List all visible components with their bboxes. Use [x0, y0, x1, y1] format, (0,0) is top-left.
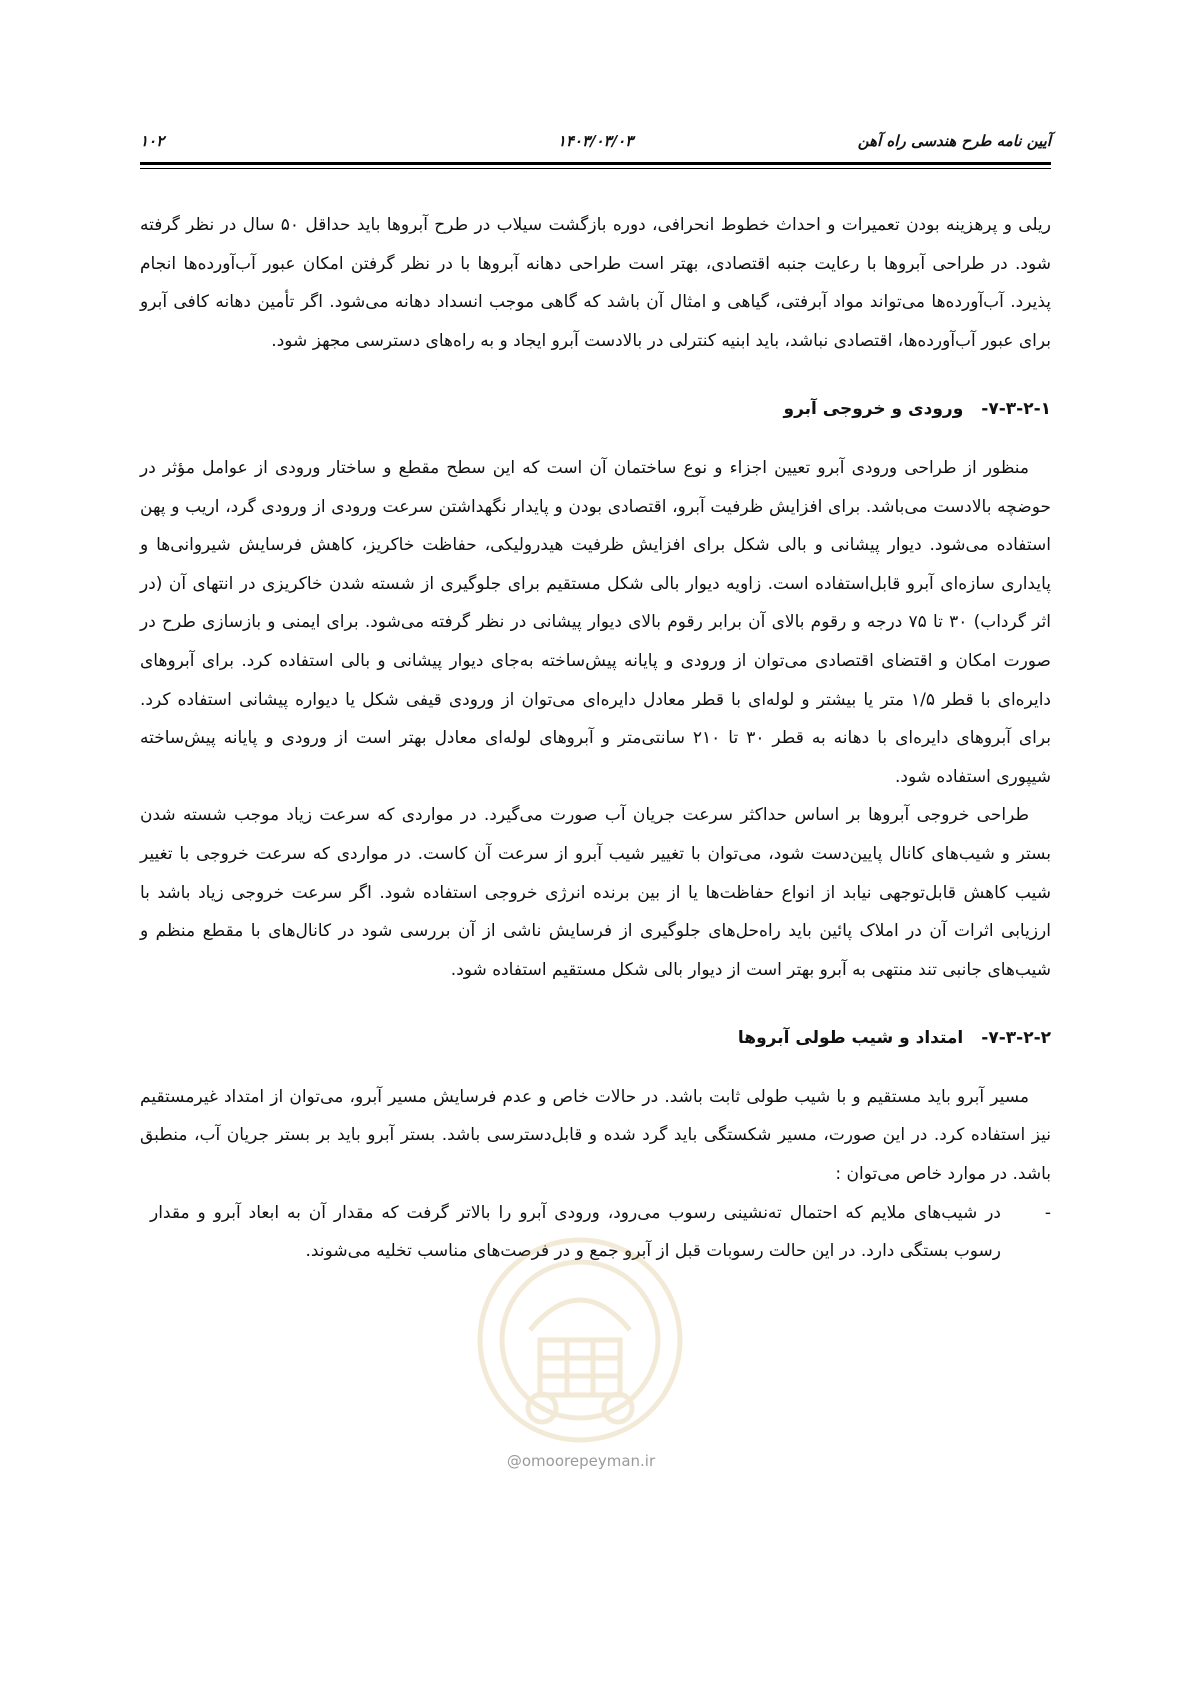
header-rule-thick: [140, 162, 1051, 165]
page-body: [140, 206, 1051, 1271]
section-heading-alignment-slope: [140, 1019, 1051, 1058]
section-heading-inlet-outlet: [140, 390, 1051, 429]
watermark-logo-icon: [470, 1230, 690, 1450]
page-number: ۱۰۲: [140, 132, 165, 150]
watermark-url: @omoorepeyman.ir: [506, 1452, 656, 1470]
header-rule-thin: [140, 168, 1051, 169]
body-paragraph: طراحی خروجی آبروها بر اساس حداکثر سرعت جریان آب صورت می‌گیرد. در مواردی که سرعت زیاد موجب شسته شدن بستر و شیب‌های کانال پایین‌دست شود، می‌توان با تغییر شیب آبرو از سرعت آن کاست. در مواردی که سرعت خروجی با تغییر شیب کاهش قابل‌توجهی نیابد از انواع حفاظت‌ها یا از بین برنده انرژی خروجی استفاده شود. اگر سرعت خروجی زیاد باشد با ارزیابی اثرات آن در املاک پائین باید راه‌حل‌های جلوگیری از فرسایش ناشی از آن بررسی شود در کانال‌های با مقطع منظم و شیب‌های جانبی تند منتهی به آبرو بهتر است از دیوار بالی شکل مستقیم استفاده شود.: [140, 805, 1051, 980]
section-title: امتداد و شیب طولی آبروها: [737, 1028, 964, 1049]
page-header: [140, 126, 1051, 154]
header-date: ۱۴۰۳/۰۳/۰۳: [557, 132, 634, 150]
section-number: ۷-۳-۲-۲-: [981, 1028, 1051, 1049]
document-title: آیین نامه طرح هندسی راه آهن: [857, 132, 1051, 150]
bullet-dash: -: [1044, 1202, 1051, 1223]
body-paragraph: منظور از طراحی ورودی آبرو تعیین اجزاء و نوع ساختمان آن است که این سطح مقطع و ساختار ورودی از عوامل مؤثر در حوضچه بالادست می‌باشد. برای افزایش ظرفیت آبرو، اقتصادی بودن و پایدار نگهداشتن سرعت ورودی از ورودی گرد، اریب و پهن استفاده می‌شود. دیوار پیشانی و بالی شکل برای افزایش ظرفیت هیدرولیکی، حفاظت خاکریز، کاهش فرسایش شیروانی‌ها و پایداری سازه‌ای آبرو قابل‌استفاده است. زاویه دیوار بالی شکل مستقیم برای جلوگیری از شسته شدن خاکریزی در انتهای آن (در اثر گرداب) ۳۰ تا ۷۵ درجه و رقوم بالای آن برابر رقوم بالای دیوار پیشانی در نظر گرفته می‌شود. برای ایمنی و بازسازی طرح در صورت امکان و اقتضای اقتصادی می‌توان از ورودی و پایانه پیش‌ساخته به‌جای دیوار پیشانی و بالی استفاده کرد. برای آبروهای دایره‌ای با قطر ۱/۵ متر یا بیشتر و لوله‌ای با قطر معادل دایره‌ای می‌توان از ورودی قیفی شکل یا دیواره پیشانی استفاده کرد. برای آبروهای دایره‌ای با دهانه به قطر ۳۰ تا ۲۱۰ سانتی‌متر و آبروهای لوله‌ای معادل بهتر است از ورودی و پایانه پیش‌ساخته شیپوری استفاده شود.: [140, 457, 1052, 787]
section-title: ورودی و خروجی آبرو: [783, 399, 964, 420]
body-paragraph: مسیر آبرو باید مستقیم و با شیب طولی ثابت باشد. در حالات خاص و عدم فرسایش مسیر آبرو، می‌توان از امتداد غیرمستقیم نیز استفاده کرد. در این صورت، مسیر شکستگی باید گرد شده و قابل‌دسترسی باشد. بستر آبرو باید بر بستر جریان آب، منطبق باشد. در موارد خاص می‌توان :: [140, 1086, 1051, 1185]
bullet-text: در شیب‌های ملایم که احتمال ته‌نشینی رسوب می‌رود، ورودی آبرو را بالاتر گرفت که مقدار آن به ابعاد آبرو و مقدار رسوب بستگی دارد. در این حالت رسوبات قبل از آبرو جمع و در فرصت‌های مناسب تخلیه می‌شوند.: [150, 1202, 1001, 1262]
intro-paragraph: ریلی و پرهزینه بودن تعمیرات و احداث خطوط انحرافی، دوره بازگشت سیلاب در طرح آبروها باید حداقل ۵۰ سال در نظر گرفته شود. در طراحی آبروها با رعایت جنبه اقتصادی، بهتر است طراحی دهانه آبروها با در نظر گرفتن امکان عبور آب‌آورده‌ها انجام پذیرد. آب‌آورده‌ها می‌تواند مواد آبرفتی، گیاهی و امثال آن باشد که گاهی موجب انسداد دهانه می‌شود. اگر تأمین دهانه کافی آبرو برای عبور آب‌آورده‌ها، اقتصادی نباشد، باید ابنیه کنترلی در بالادست آبرو ایجاد و به راه‌های دسترسی مجهز شود.: [140, 215, 1051, 351]
section-number: ۷-۳-۲-۱-: [981, 399, 1051, 420]
